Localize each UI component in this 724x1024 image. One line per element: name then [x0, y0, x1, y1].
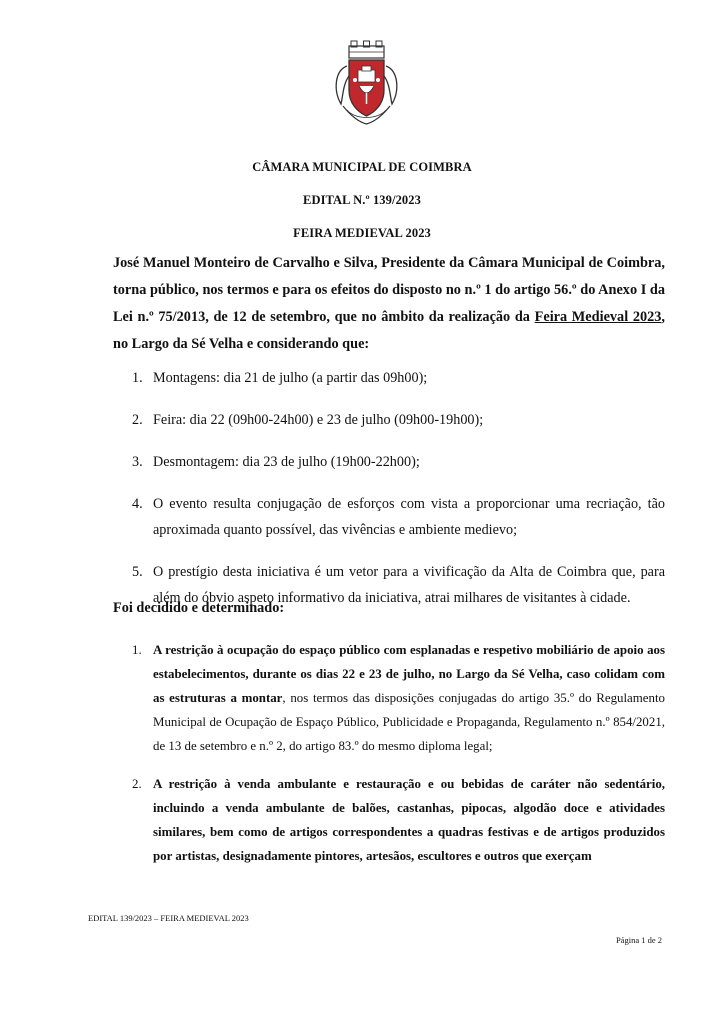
item-number: 4.	[132, 496, 143, 512]
edital-number: EDITAL N.º 139/2023	[303, 193, 421, 207]
item-number: 5.	[132, 564, 143, 580]
item-number: 2.	[132, 777, 142, 791]
footer-reference: EDITAL 139/2023 – FEIRA MEDIEVAL 2023	[88, 913, 249, 923]
event-name-underlined: Feira Medieval 2023	[534, 309, 662, 325]
list-item	[113, 491, 665, 543]
list-item	[113, 772, 665, 868]
item-number: 2.	[132, 412, 143, 428]
item-bold-text: A restrição à venda ambulante e restauração e ou bebidas de caráter não sedentário, incluindo a venda ambulante de balões, castanhas, pipocas, algodão doce e atividades similares, bem como de artigos correspondentes a quadras festivas e de artigos produzidos por artistas, designadamente pintores, artesãos, escultores e outros que exerçam	[153, 777, 665, 863]
item-number: 1.	[132, 370, 143, 386]
intro-text-after: , no Largo da Sé Velha e considerando que:	[113, 309, 665, 352]
institution-name: CÂMARA MUNICIPAL DE COIMBRA	[252, 160, 472, 174]
decision-heading: Foi decidido e determinado:	[113, 600, 285, 616]
item-text: O evento resulta conjugação de esforços com vista a proporcionar uma recriação, tão aproximada quanto possível, das vivências e ambiente medievo;	[153, 496, 665, 538]
list-item	[113, 407, 665, 433]
item-number: 3.	[132, 454, 143, 470]
intro-paragraph	[113, 250, 665, 358]
considerations-list	[113, 365, 665, 627]
item-number: 1.	[132, 643, 142, 657]
list-item	[113, 449, 665, 475]
document-title: FEIRA MEDIEVAL 2023	[293, 226, 431, 240]
item-bold-text: A restrição à ocupação do espaço público com esplanadas e respetivo mobiliário de apoio aos estabelecimentos, durante os dias 22 e 23 de julho, no Largo da Sé Velha, caso colidam com as estruturas a montar	[153, 643, 665, 705]
intro-text-before: José Manuel Monteiro de Carvalho e Silva, Presidente da Câmara Municipal de Coimbra, torna público, nos termos e para os efeitos do disposto no n.º 1 do artigo 56.º do Anexo I da Lei n.º 75/2013, de 12 de setembro, que no âmbito da realização da	[113, 255, 665, 325]
item-text: Desmontagem: dia 23 de julho (19h00-22h00);	[153, 454, 420, 470]
item-text: Montagens: dia 21 de julho (a partir das 09h00);	[153, 370, 428, 386]
item-text: , nos termos das disposições conjugadas do artigo 35.º do Regulamento Municipal de Ocupação de Espaço Público, Publicidade e Propaganda, Regulamento n.º 854/2021, de 13 de setembro e n.º 2, do artigo 83.º do mesmo diploma legal;	[153, 691, 665, 753]
item-text: Feira: dia 22 (09h00-24h00) e 23 de julho (09h00-19h00);	[153, 412, 484, 428]
list-item	[113, 638, 665, 758]
page-number: Página 1 de 2	[615, 935, 662, 945]
decisions-list	[113, 638, 665, 882]
coimbra-coat-of-arms-icon	[329, 40, 404, 128]
list-item	[113, 365, 665, 391]
item-text: O prestígio desta iniciativa é um vetor para a vivificação da Alta de Coimbra que, para além do óbvio aspeto informativo da iniciativa, atrai milhares de visitantes à cidade.	[153, 564, 665, 606]
